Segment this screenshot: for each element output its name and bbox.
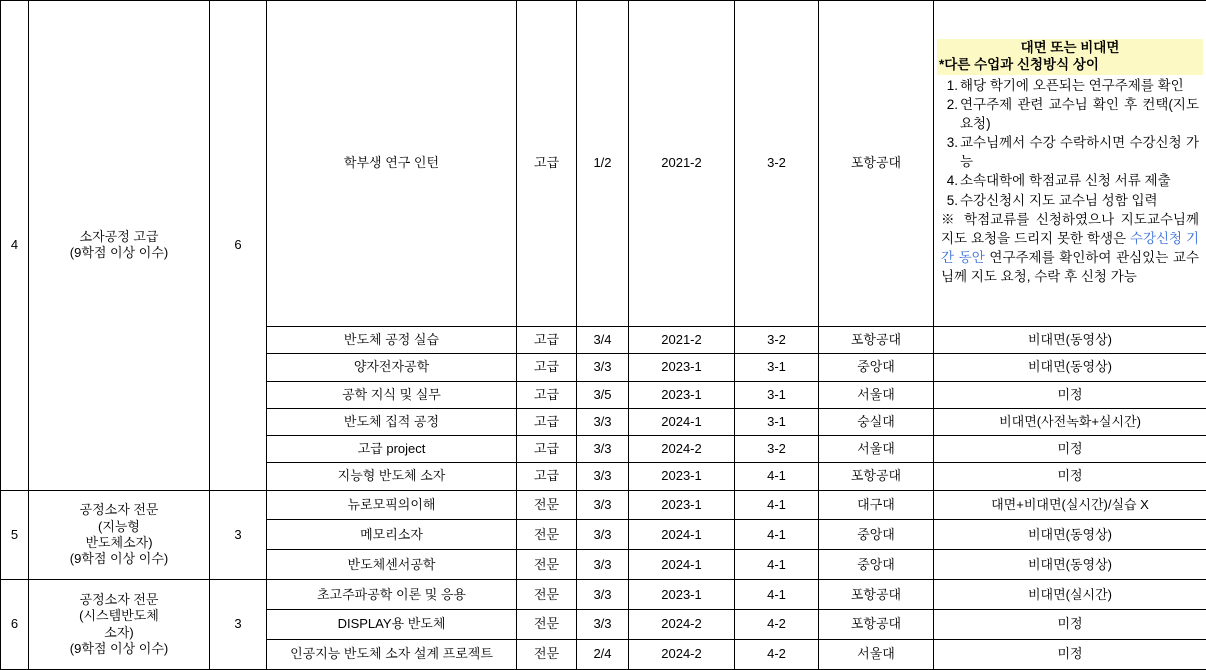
course-grade: 4-2: [735, 640, 819, 670]
notes-footnote: [941, 210, 1199, 287]
row-number: 6: [1, 580, 29, 670]
area-name: [29, 580, 210, 670]
course-university: 중앙대: [819, 354, 934, 381]
course-level: 전문: [517, 640, 577, 670]
notes-cell: [934, 1, 1206, 327]
course-mode: 미정: [934, 610, 1206, 640]
course-level: 고급: [517, 408, 577, 435]
course-university: 포항공대: [819, 610, 934, 640]
course-term: 2024-1: [629, 520, 735, 550]
list-item-text: 연구주제 관련 교수님 확인 후 컨택(지도요청): [960, 96, 1199, 131]
course-credit: 2/4: [577, 640, 629, 670]
course-grade: 4-1: [735, 463, 819, 490]
area-line-3: 소자): [104, 624, 134, 640]
subject-name: 양자전자공학: [267, 354, 517, 381]
course-mode: 비대면(동영상): [934, 550, 1206, 580]
course-level: 전문: [517, 520, 577, 550]
course-term: 2024-1: [629, 408, 735, 435]
course-credit: 3/3: [577, 610, 629, 640]
area-line-4: (9학점 이상 이수): [69, 551, 169, 567]
subject-name: 인공지능 반도체 소자 설계 프로젝트: [267, 640, 517, 670]
subject-name: 지능형 반도체 소자: [267, 463, 517, 490]
course-level: 고급: [517, 436, 577, 463]
course-mode: 미정: [934, 436, 1206, 463]
course-credit: 3/3: [577, 550, 629, 580]
course-term: 2024-1: [629, 550, 735, 580]
course-university: 포항공대: [819, 1, 934, 327]
course-grade: 4-2: [735, 610, 819, 640]
course-mode: 비대면(사전녹화+실시간): [934, 408, 1206, 435]
course-level: 고급: [517, 381, 577, 408]
list-item-number: 4.: [946, 173, 958, 189]
list-item-number: 3.: [946, 135, 958, 151]
subject-name: 초고주파공학 이론 및 응용: [267, 580, 517, 610]
subject-name: 반도체 공정 실습: [267, 327, 517, 354]
list-item: [941, 133, 1199, 171]
course-term: 2024-2: [629, 436, 735, 463]
course-mode: 비대면(동영상): [934, 354, 1206, 381]
course-level: 전문: [517, 580, 577, 610]
course-grade: 3-2: [735, 327, 819, 354]
course-level: 고급: [517, 327, 577, 354]
area-name: [29, 1, 210, 491]
subject-name: 고급 project: [267, 436, 517, 463]
subject-name: 학부생 연구 인턴: [267, 1, 517, 327]
table-row: [1, 580, 1206, 610]
course-credit: 1/2: [577, 1, 629, 327]
table-row: [1, 490, 1206, 520]
course-grade: 3-1: [735, 354, 819, 381]
course-mode: 비대면(동영상): [934, 520, 1206, 550]
notes-footnote-post: 연구주제를 확인하여 관심있는 교수님께 지도 요청, 수락 후 신청 가능: [941, 249, 1199, 285]
course-mode: 미정: [934, 640, 1206, 670]
area-credit: 3: [210, 490, 267, 580]
course-level: 전문: [517, 490, 577, 520]
table-row: [1, 1, 1206, 327]
subject-name: 공학 지식 및 실무: [267, 381, 517, 408]
course-level: 전문: [517, 550, 577, 580]
area-line-1: 공정소자 전문: [79, 502, 159, 518]
subject-name: 반도체센서공학: [267, 550, 517, 580]
course-university: 서울대: [819, 640, 934, 670]
course-term: 2024-2: [629, 610, 735, 640]
notes-body: [937, 75, 1203, 289]
subject-name: DISPLAY용 반도체: [267, 610, 517, 640]
subject-name: 뉴로모픽의이해: [267, 490, 517, 520]
course-term: 2021-2: [629, 1, 735, 327]
area-credit: 6: [210, 1, 267, 491]
area-line-2: (9학점 이상 이수): [69, 245, 169, 261]
list-item-number: 1.: [946, 77, 958, 93]
notes-footnote-pre: 학점교류를 신청하였으나 지도교수님께 지도 요청을 드리지 못한 학생은: [941, 211, 1199, 246]
notes-footnote-highlight: 수강신청 기간 동안: [941, 230, 1199, 265]
course-mode: 미정: [934, 381, 1206, 408]
course-grade: 3-2: [735, 1, 819, 327]
list-item: [941, 171, 1199, 190]
list-item-text: 교수님께서 수강 수락하시면 수강신청 가능: [960, 135, 1199, 170]
course-grade: 3-2: [735, 436, 819, 463]
area-credit: 3: [210, 580, 267, 670]
course-level: 고급: [517, 1, 577, 327]
course-credit: 3/3: [577, 436, 629, 463]
course-term: 2023-1: [629, 580, 735, 610]
notes-title: 대면 또는 비대면: [937, 39, 1203, 57]
course-mode: 비대면(동영상): [934, 327, 1206, 354]
area-name: [29, 490, 210, 580]
notes-footnote-mark: ※: [941, 211, 958, 227]
course-credit: 3/3: [577, 408, 629, 435]
course-level: 고급: [517, 354, 577, 381]
course-university: 중앙대: [819, 520, 934, 550]
course-university: 포항공대: [819, 327, 934, 354]
course-term: 2021-2: [629, 327, 735, 354]
course-term: 2024-2: [629, 640, 735, 670]
area-line-1: 공정소자 전문: [79, 592, 159, 608]
list-item: [941, 95, 1199, 133]
list-item-number: 2.: [946, 96, 958, 112]
course-credit: 3/3: [577, 490, 629, 520]
list-item-number: 5.: [946, 192, 958, 208]
course-university: 숭실대: [819, 408, 934, 435]
course-grade: 3-1: [735, 381, 819, 408]
course-grade: 4-1: [735, 580, 819, 610]
course-university: 중앙대: [819, 550, 934, 580]
course-term: 2023-1: [629, 463, 735, 490]
area-line-4: (9학점 이상 이수): [69, 640, 169, 656]
area-line-2: (시스템반도체: [79, 608, 159, 624]
course-term: 2023-1: [629, 354, 735, 381]
course-grade: 4-1: [735, 520, 819, 550]
notes-list: [941, 76, 1199, 210]
course-university: 서울대: [819, 381, 934, 408]
course-credit: 3/3: [577, 463, 629, 490]
course-credit: 3/5: [577, 381, 629, 408]
course-grade: 3-1: [735, 408, 819, 435]
course-credit: 3/4: [577, 327, 629, 354]
course-level: 전문: [517, 610, 577, 640]
area-line-3: 반도체소자): [85, 534, 153, 550]
course-university: 서울대: [819, 436, 934, 463]
subject-name: 반도체 집적 공정: [267, 408, 517, 435]
list-item: [941, 76, 1199, 95]
course-level: 고급: [517, 463, 577, 490]
course-term: 2023-1: [629, 490, 735, 520]
list-item: [941, 191, 1199, 210]
area-line-2: (지능형: [97, 518, 140, 534]
area-line-1: 소자공정 고급: [79, 229, 159, 245]
course-university: 포항공대: [819, 463, 934, 490]
course-university: 포항공대: [819, 580, 934, 610]
row-number: 5: [1, 490, 29, 580]
course-grade: 4-1: [735, 550, 819, 580]
notes-subtitle: *다른 수업과 신청방식 상이: [937, 57, 1203, 75]
course-mode: 미정: [934, 463, 1206, 490]
course-grade: 4-1: [735, 490, 819, 520]
row-number: 4: [1, 1, 29, 491]
list-item-text: 수강신청시 지도 교수님 성함 입력: [960, 192, 1158, 208]
course-university: 대구대: [819, 490, 934, 520]
course-credit: 3/3: [577, 520, 629, 550]
subject-name: 메모리소자: [267, 520, 517, 550]
list-item-text: 해당 학기에 오픈되는 연구주제를 확인: [960, 77, 1184, 93]
course-credit: 3/3: [577, 580, 629, 610]
course-mode: 비대면(실시간): [934, 580, 1206, 610]
course-credit: 3/3: [577, 354, 629, 381]
course-mode: 대면+비대면(실시간)/실습 X: [934, 490, 1206, 520]
course-term: 2023-1: [629, 381, 735, 408]
list-item-text: 소속대학에 학점교류 신청 서류 제출: [960, 173, 1171, 189]
